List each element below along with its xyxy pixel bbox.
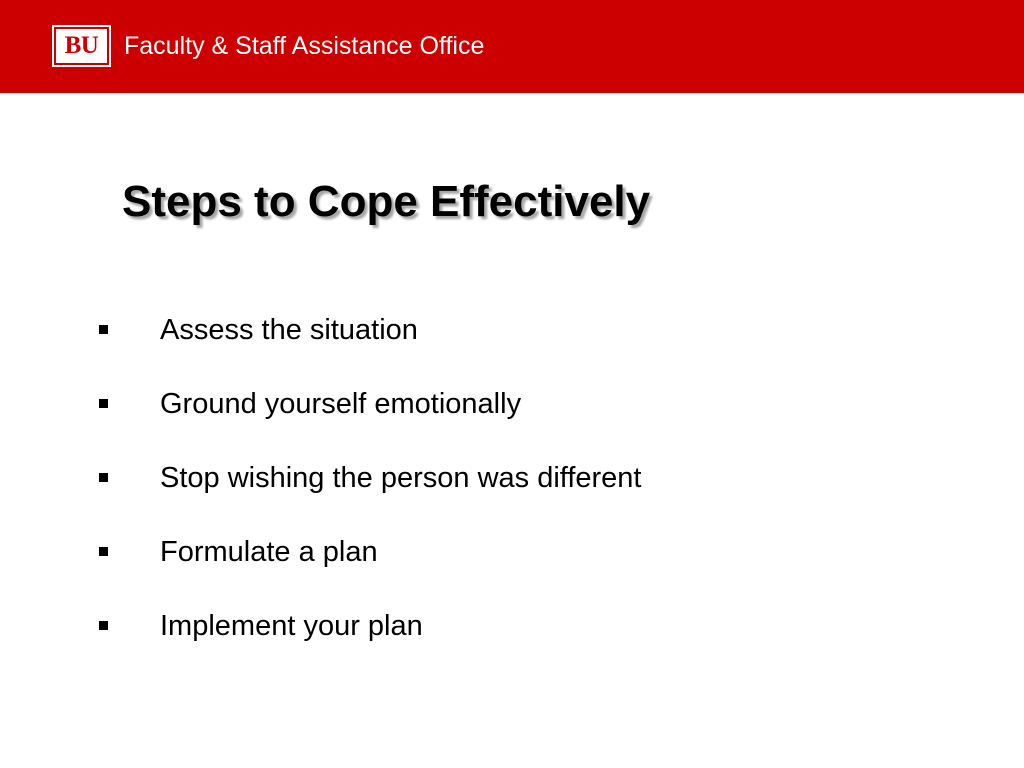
square-bullet-icon <box>99 325 108 334</box>
bullet-item <box>0 532 900 572</box>
bullet-text: Formulate a plan <box>160 536 378 568</box>
bullet-text: Stop wishing the person was different <box>160 462 642 494</box>
bullet-item <box>0 458 900 498</box>
bullet-text: Assess the situation <box>160 314 418 346</box>
square-bullet-icon <box>99 547 108 556</box>
square-bullet-icon <box>99 399 108 408</box>
header-band <box>0 0 1024 93</box>
square-bullet-icon <box>99 621 108 630</box>
bu-logo-text: BU <box>56 29 107 63</box>
bu-logo <box>52 25 111 67</box>
bullet-text: Implement your plan <box>160 610 423 642</box>
bullet-text: Ground yourself emotionally <box>160 388 522 420</box>
office-name: Faculty & Staff Assistance Office <box>124 32 485 60</box>
square-bullet-icon <box>99 473 108 482</box>
slide-title: Steps to Cope Effectively <box>122 177 651 226</box>
bullet-item <box>0 384 900 424</box>
bullet-item <box>0 310 900 350</box>
bullet-item <box>0 606 900 646</box>
